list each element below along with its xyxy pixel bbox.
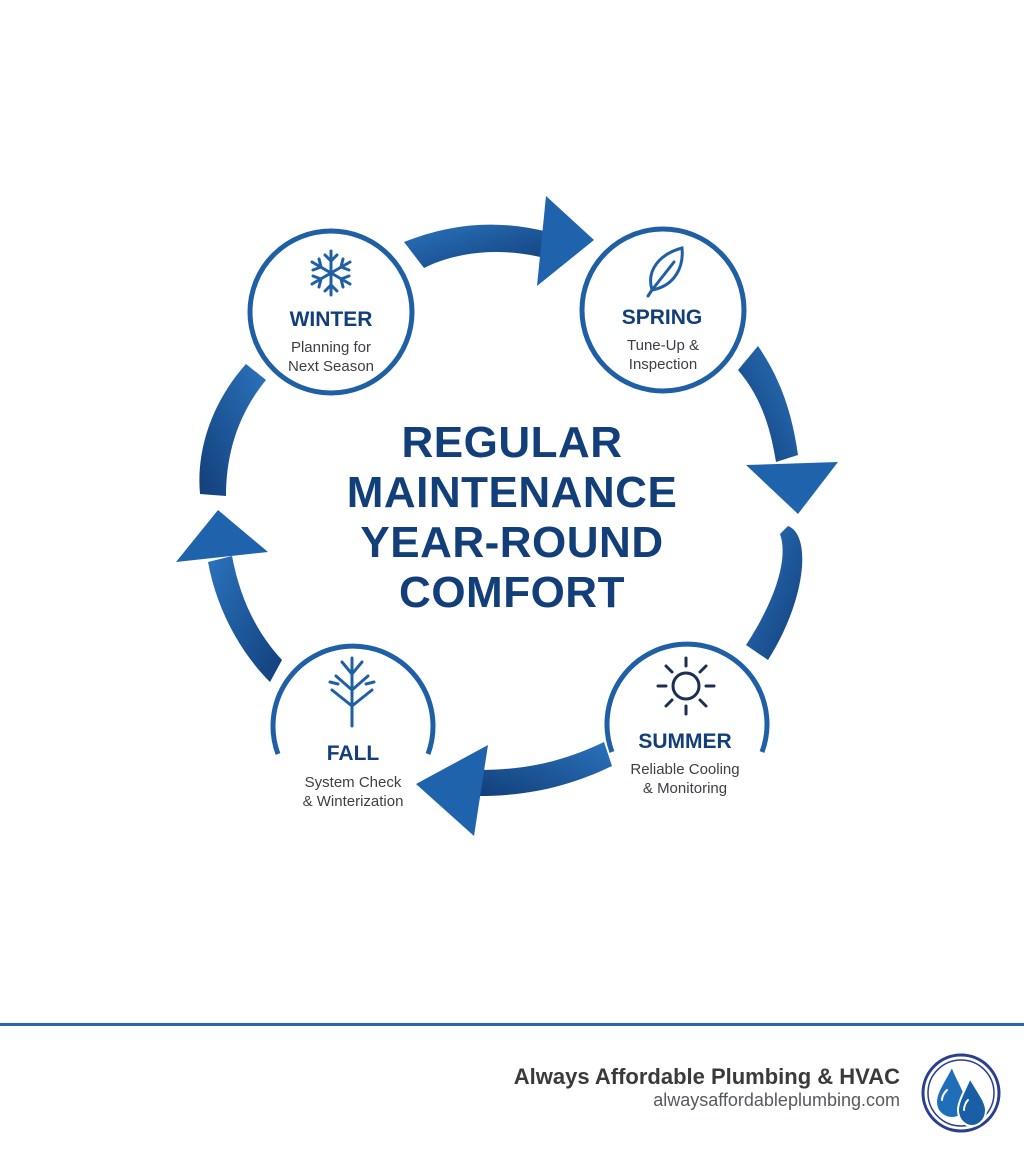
bare-tree-icon [330, 658, 374, 726]
arrow-winter-to-spring [404, 196, 594, 286]
title-line: REGULAR [401, 418, 623, 467]
spring-description [588, 336, 738, 374]
company-name: Always Affordable Plumbing & HVAC [513, 1064, 900, 1089]
winter-desc-line: Next Season [288, 358, 374, 375]
summer-description [600, 760, 770, 798]
arrow-summer-to-fall [416, 742, 612, 836]
title-line: MAINTENANCE [346, 468, 678, 517]
arc-left-upper [199, 364, 266, 496]
winter-desc-line: Planning for [290, 339, 372, 356]
fall-desc-line: & Winterization [302, 793, 404, 810]
sun-icon [658, 658, 714, 714]
spring-desc-line: Tune-Up & [627, 337, 699, 354]
summer-label: SUMMER [638, 730, 732, 753]
winter-description [256, 338, 406, 376]
fall-desc-line: System Check [304, 774, 402, 791]
summer-desc-line: Reliable Cooling [630, 761, 740, 778]
spring-desc-line: Inspection [628, 356, 698, 373]
summer-desc-line: & Monitoring [642, 780, 728, 797]
winter-label: WINTER [289, 308, 373, 331]
fall-description [278, 773, 428, 811]
title-line: COMFORT [399, 568, 625, 617]
footer-divider [0, 1023, 1024, 1026]
fall-label: FALL [326, 742, 380, 765]
spring-label: SPRING [621, 306, 703, 329]
title-line: YEAR-ROUND [360, 518, 664, 567]
water-drops-logo [920, 1052, 1002, 1134]
company-url: alwaysaffordableplumbing.com [653, 1090, 900, 1110]
center-title [262, 418, 762, 618]
